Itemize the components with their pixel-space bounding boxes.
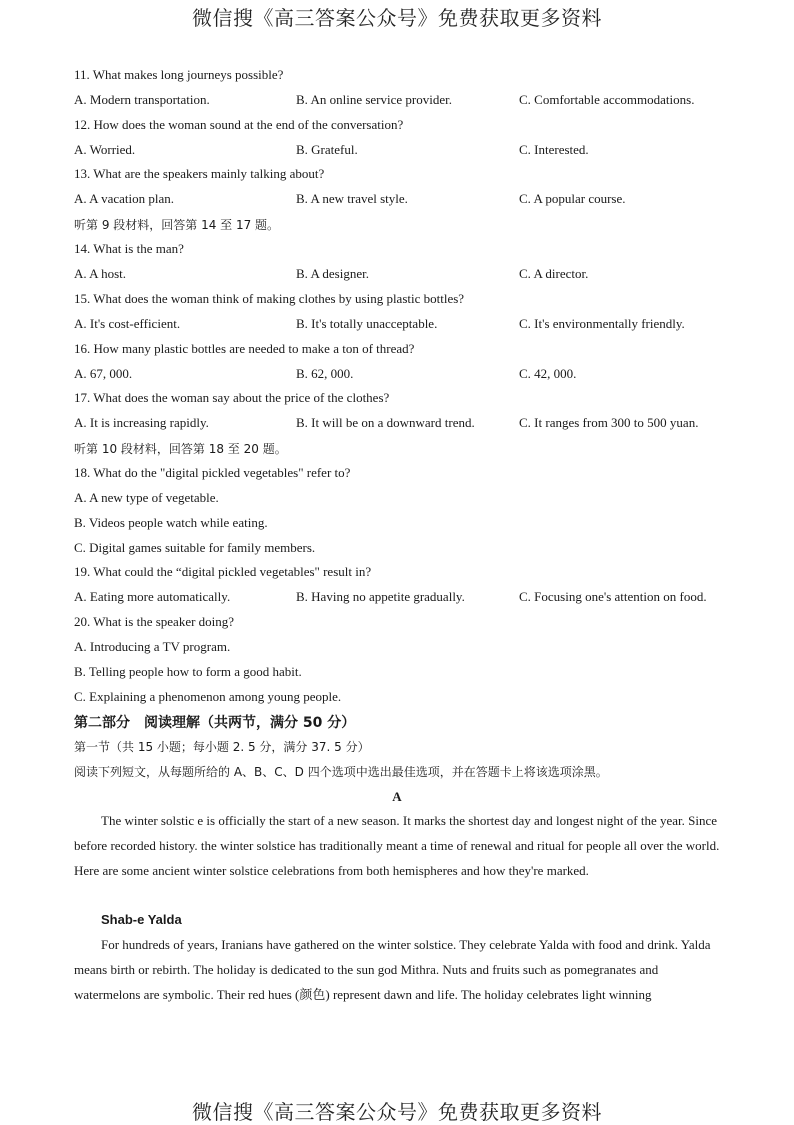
options-13 xyxy=(74,191,734,211)
question-14 xyxy=(74,241,734,261)
instruction-section-10 xyxy=(74,440,734,460)
question-15 xyxy=(74,291,734,311)
passage-paragraph-1: The winter solstic e is officially the start of a new season. It marks the shortest day and longest night of the year. Since before recorded history. the winter solstice has traditionally meant a time of renewal and ritual for people all over the world. Here are some ancient winter solstice celebrations from both hemispheres and how they're marked. xyxy=(74,813,720,878)
options-17 xyxy=(74,415,734,435)
option-c: C. It's environmentally friendly. xyxy=(519,316,685,331)
option-a: A. 67, 000. xyxy=(74,366,133,381)
option-a: A. It is increasing rapidly. xyxy=(74,415,209,430)
option-a: A. It's cost-efficient. xyxy=(74,316,181,331)
option-18-b xyxy=(74,515,734,535)
part2-title: 第二部分 阅读理解（共两节，满分 50 分） xyxy=(74,715,356,731)
option-20-b xyxy=(74,664,734,684)
option-c: C. Focusing one's attention on food. xyxy=(519,589,707,604)
option-a: A. Modern transportation. xyxy=(74,92,210,107)
question-17 xyxy=(74,390,734,410)
question-12 xyxy=(74,117,734,137)
option-b: B. 62, 000. xyxy=(296,366,354,381)
options-15 xyxy=(74,316,734,336)
question-text: 19. What could the “digital pickled vegetables" result in? xyxy=(74,564,372,579)
options-11 xyxy=(74,92,734,112)
watermark-banner-top: 微信搜《高三答案公众号》免费获取更多资料 xyxy=(192,6,602,30)
option-c: C. Comfortable accommodations. xyxy=(519,92,695,107)
option-b: B. Videos people watch while eating. xyxy=(74,515,268,530)
option-20-a xyxy=(74,639,734,659)
question-text: 17. What does the woman say about the price of the clothes? xyxy=(74,390,390,405)
option-b: B. An online service provider. xyxy=(296,92,452,107)
option-c: C. Digital games suitable for family members. xyxy=(74,540,316,555)
part2-heading xyxy=(74,712,734,732)
passage-label: A xyxy=(392,789,402,804)
option-a: A. Eating more automatically. xyxy=(74,589,231,604)
option-c: C. Interested. xyxy=(519,142,589,157)
option-a: A. A vacation plan. xyxy=(74,191,175,206)
option-20-c xyxy=(74,689,734,709)
question-16 xyxy=(74,341,734,361)
question-text: 14. What is the man? xyxy=(74,241,184,256)
passage-subheading: Shab-e Yalda xyxy=(101,912,182,927)
instruction-section-9 xyxy=(74,216,734,236)
options-16 xyxy=(74,366,734,386)
option-b: B. A designer. xyxy=(296,266,369,281)
option-b: B. It's totally unacceptable. xyxy=(296,316,438,331)
options-19 xyxy=(74,589,734,609)
question-text: 20. What is the speaker doing? xyxy=(74,614,235,629)
passage-paragraph-2: For hundreds of years, Iranians have gathered on the winter solstice. They celebrate Yalda with food and drink. Yalda means birth or rebirth. The holiday is dedicated to the sun god Mithra. Nuts and fruits such as pomegranates and watermelons are symbolic. Their red hues (颜色) represent dawn and life. The holiday celebrates light winning xyxy=(74,937,711,1002)
option-c: C. A director. xyxy=(519,266,589,281)
question-text: 16. How many plastic bottles are needed to make a ton of thread? xyxy=(74,341,415,356)
options-12 xyxy=(74,142,734,162)
options-14 xyxy=(74,266,734,286)
section1-title: 第一节（共 15 小题；每小题 2. 5 分，满分 37. 5 分） xyxy=(74,740,370,754)
option-c: C. 42, 000. xyxy=(519,366,577,381)
option-c: C. A popular course. xyxy=(519,191,626,206)
question-text: 13. What are the speakers mainly talking about? xyxy=(74,166,325,181)
option-b: B. Grateful. xyxy=(296,142,358,157)
question-text: 12. How does the woman sound at the end of the conversation? xyxy=(74,117,404,132)
option-a: A. Worried. xyxy=(74,142,136,157)
question-text: 15. What does the woman think of making clothes by using plastic bottles? xyxy=(74,291,465,306)
section1-heading xyxy=(74,738,734,758)
option-18-a xyxy=(74,490,734,510)
question-18 xyxy=(74,465,734,485)
option-b: B. Having no appetite gradually. xyxy=(296,589,465,604)
option-a: A. A new type of vegetable. xyxy=(74,490,219,505)
option-b: B. It will be on a downward trend. xyxy=(296,415,475,430)
watermark-banner-bottom: 微信搜《高三答案公众号》免费获取更多资料 xyxy=(192,1100,602,1124)
question-text: 11. What makes long journeys possible? xyxy=(74,67,284,82)
option-a: A. A host. xyxy=(74,266,127,281)
question-19 xyxy=(74,564,734,584)
instruction-text: 听第 9 段材料，回答第 14 至 17 题。 xyxy=(74,218,280,232)
option-a: A. Introducing a TV program. xyxy=(74,639,231,654)
question-text: 18. What do the "digital pickled vegetables" refer to? xyxy=(74,465,351,480)
question-20 xyxy=(74,614,734,634)
instruction-text: 听第 10 段材料，回答第 18 至 20 题。 xyxy=(74,442,287,456)
option-c: C. Explaining a phenomenon among young people. xyxy=(74,689,342,704)
question-13 xyxy=(74,166,734,186)
option-18-c xyxy=(74,540,734,560)
option-b: B. A new travel style. xyxy=(296,191,408,206)
option-b: B. Telling people how to form a good habit. xyxy=(74,664,302,679)
reading-instruction xyxy=(74,763,734,783)
question-11 xyxy=(74,67,734,87)
option-c: C. It ranges from 300 to 500 yuan. xyxy=(519,415,699,430)
instruction-text: 阅读下列短文，从每题所给的 A、B、C、D 四个选项中选出最佳选项，并在答题卡上将该选项涂黑。 xyxy=(74,765,608,779)
